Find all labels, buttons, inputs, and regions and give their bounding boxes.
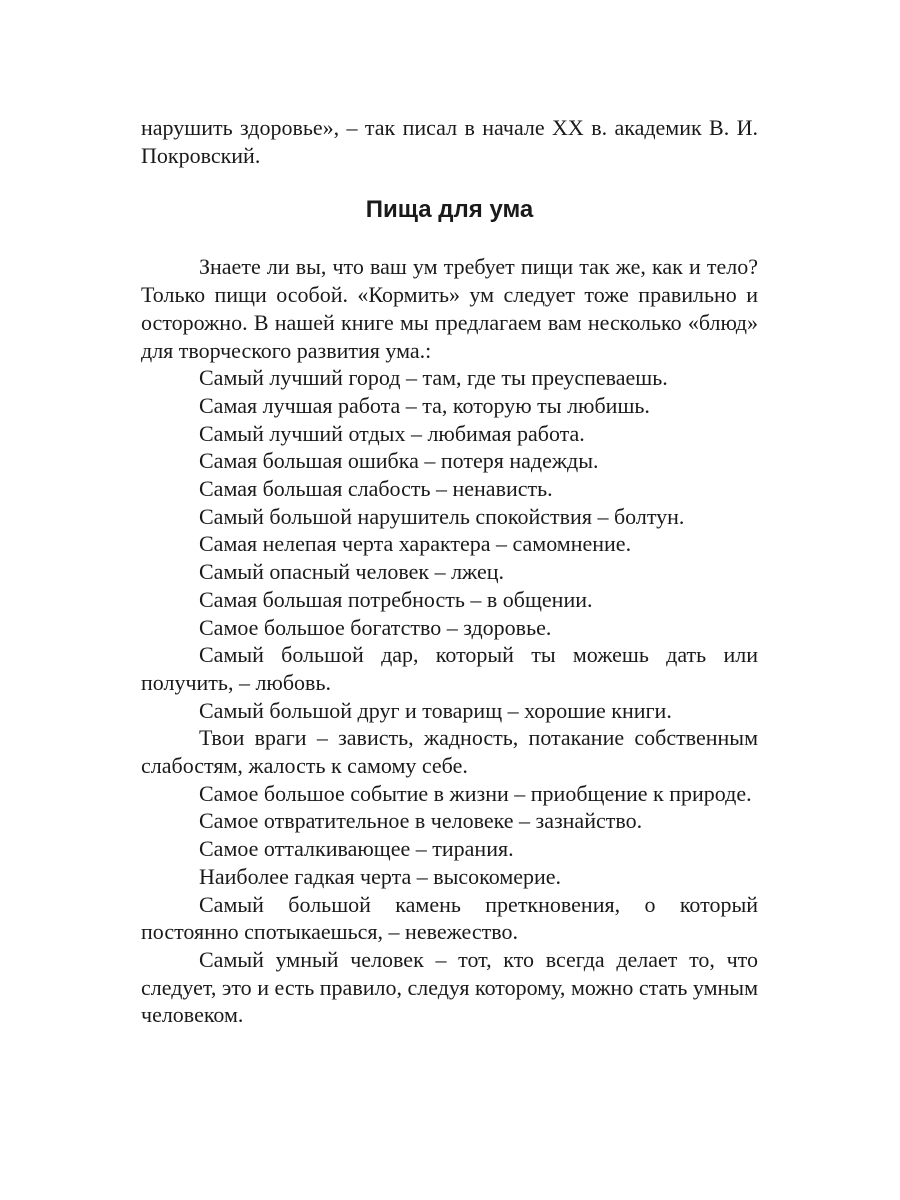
maxim-absurd-trait: Самая нелепая черта характера – самомнение. bbox=[199, 531, 632, 557]
maxim-most-disgusting: Самое отвратительное в человеке – зазнайство. bbox=[199, 808, 643, 834]
maxim-enemies: Твои враги – зависть, жадность, потакание собственным слабостям, жалость к самому себе. bbox=[141, 725, 758, 779]
maxim-dangerous-person: Самый опасный человек – лжец. bbox=[199, 559, 504, 585]
maxim-best-friend: Самый большой друг и товарищ – хорошие книги. bbox=[199, 697, 672, 723]
maxim-biggest-weakness: Самая большая слабость – ненависть. bbox=[199, 476, 553, 502]
maxim-biggest-event: Самое большое событие в жизни – приобщение к природе. bbox=[199, 780, 752, 806]
book-page bbox=[141, 114, 758, 1029]
maxim-stumbling-block: Самый большой камень преткновения, о который постоянно спотыкаешься, – невежество. bbox=[141, 891, 758, 945]
maxim-biggest-gift: Самый большой дар, который ты можешь дать или получить, – любовь. bbox=[141, 642, 758, 695]
maxim-most-repulsive: Самое отталкивающее – тирания. bbox=[199, 836, 514, 862]
maxim-biggest-mistake: Самая большая ошибка – потеря надежды. bbox=[199, 448, 599, 474]
maxim-best-rest: Самый лучший отдых – любимая работа. bbox=[199, 420, 585, 446]
maxim-biggest-need: Самая большая потребность – в общении. bbox=[199, 586, 593, 612]
maxim-peace-breaker: Самый большой нарушитель спокойствия – болтун. bbox=[199, 503, 685, 529]
maxim-best-work: Самая лучшая работа – та, которую ты любишь. bbox=[199, 392, 650, 418]
maxim-best-city: Самый лучший город – там, где ты преуспеваешь. bbox=[199, 365, 668, 391]
intro-paragraph: нарушить здоровье», – так писал в начале XX в. академик В. И. Покровский. bbox=[141, 115, 758, 168]
section-title: Пища для ума bbox=[365, 196, 534, 224]
maxim-biggest-wealth: Самое большое богатство – здоровье. bbox=[199, 614, 552, 640]
paragraph-intro: Знаете ли вы, что ваш ум требует пищи так же, как и тело? Только пищи особой. «Кормить» ум следует тоже правильно и осторожно. В нашей книге мы предлагаем вам несколько «блюд» для творческого развития ума.: bbox=[141, 254, 758, 363]
maxim-nastiest-trait: Наиболее гадкая черта – высокомерие. bbox=[199, 863, 562, 889]
maxim-smartest-person: Самый умный человек – тот, кто всегда делает то, что следует, это и есть правило, следуя которому, можно стать умным человеком. bbox=[141, 946, 758, 1028]
